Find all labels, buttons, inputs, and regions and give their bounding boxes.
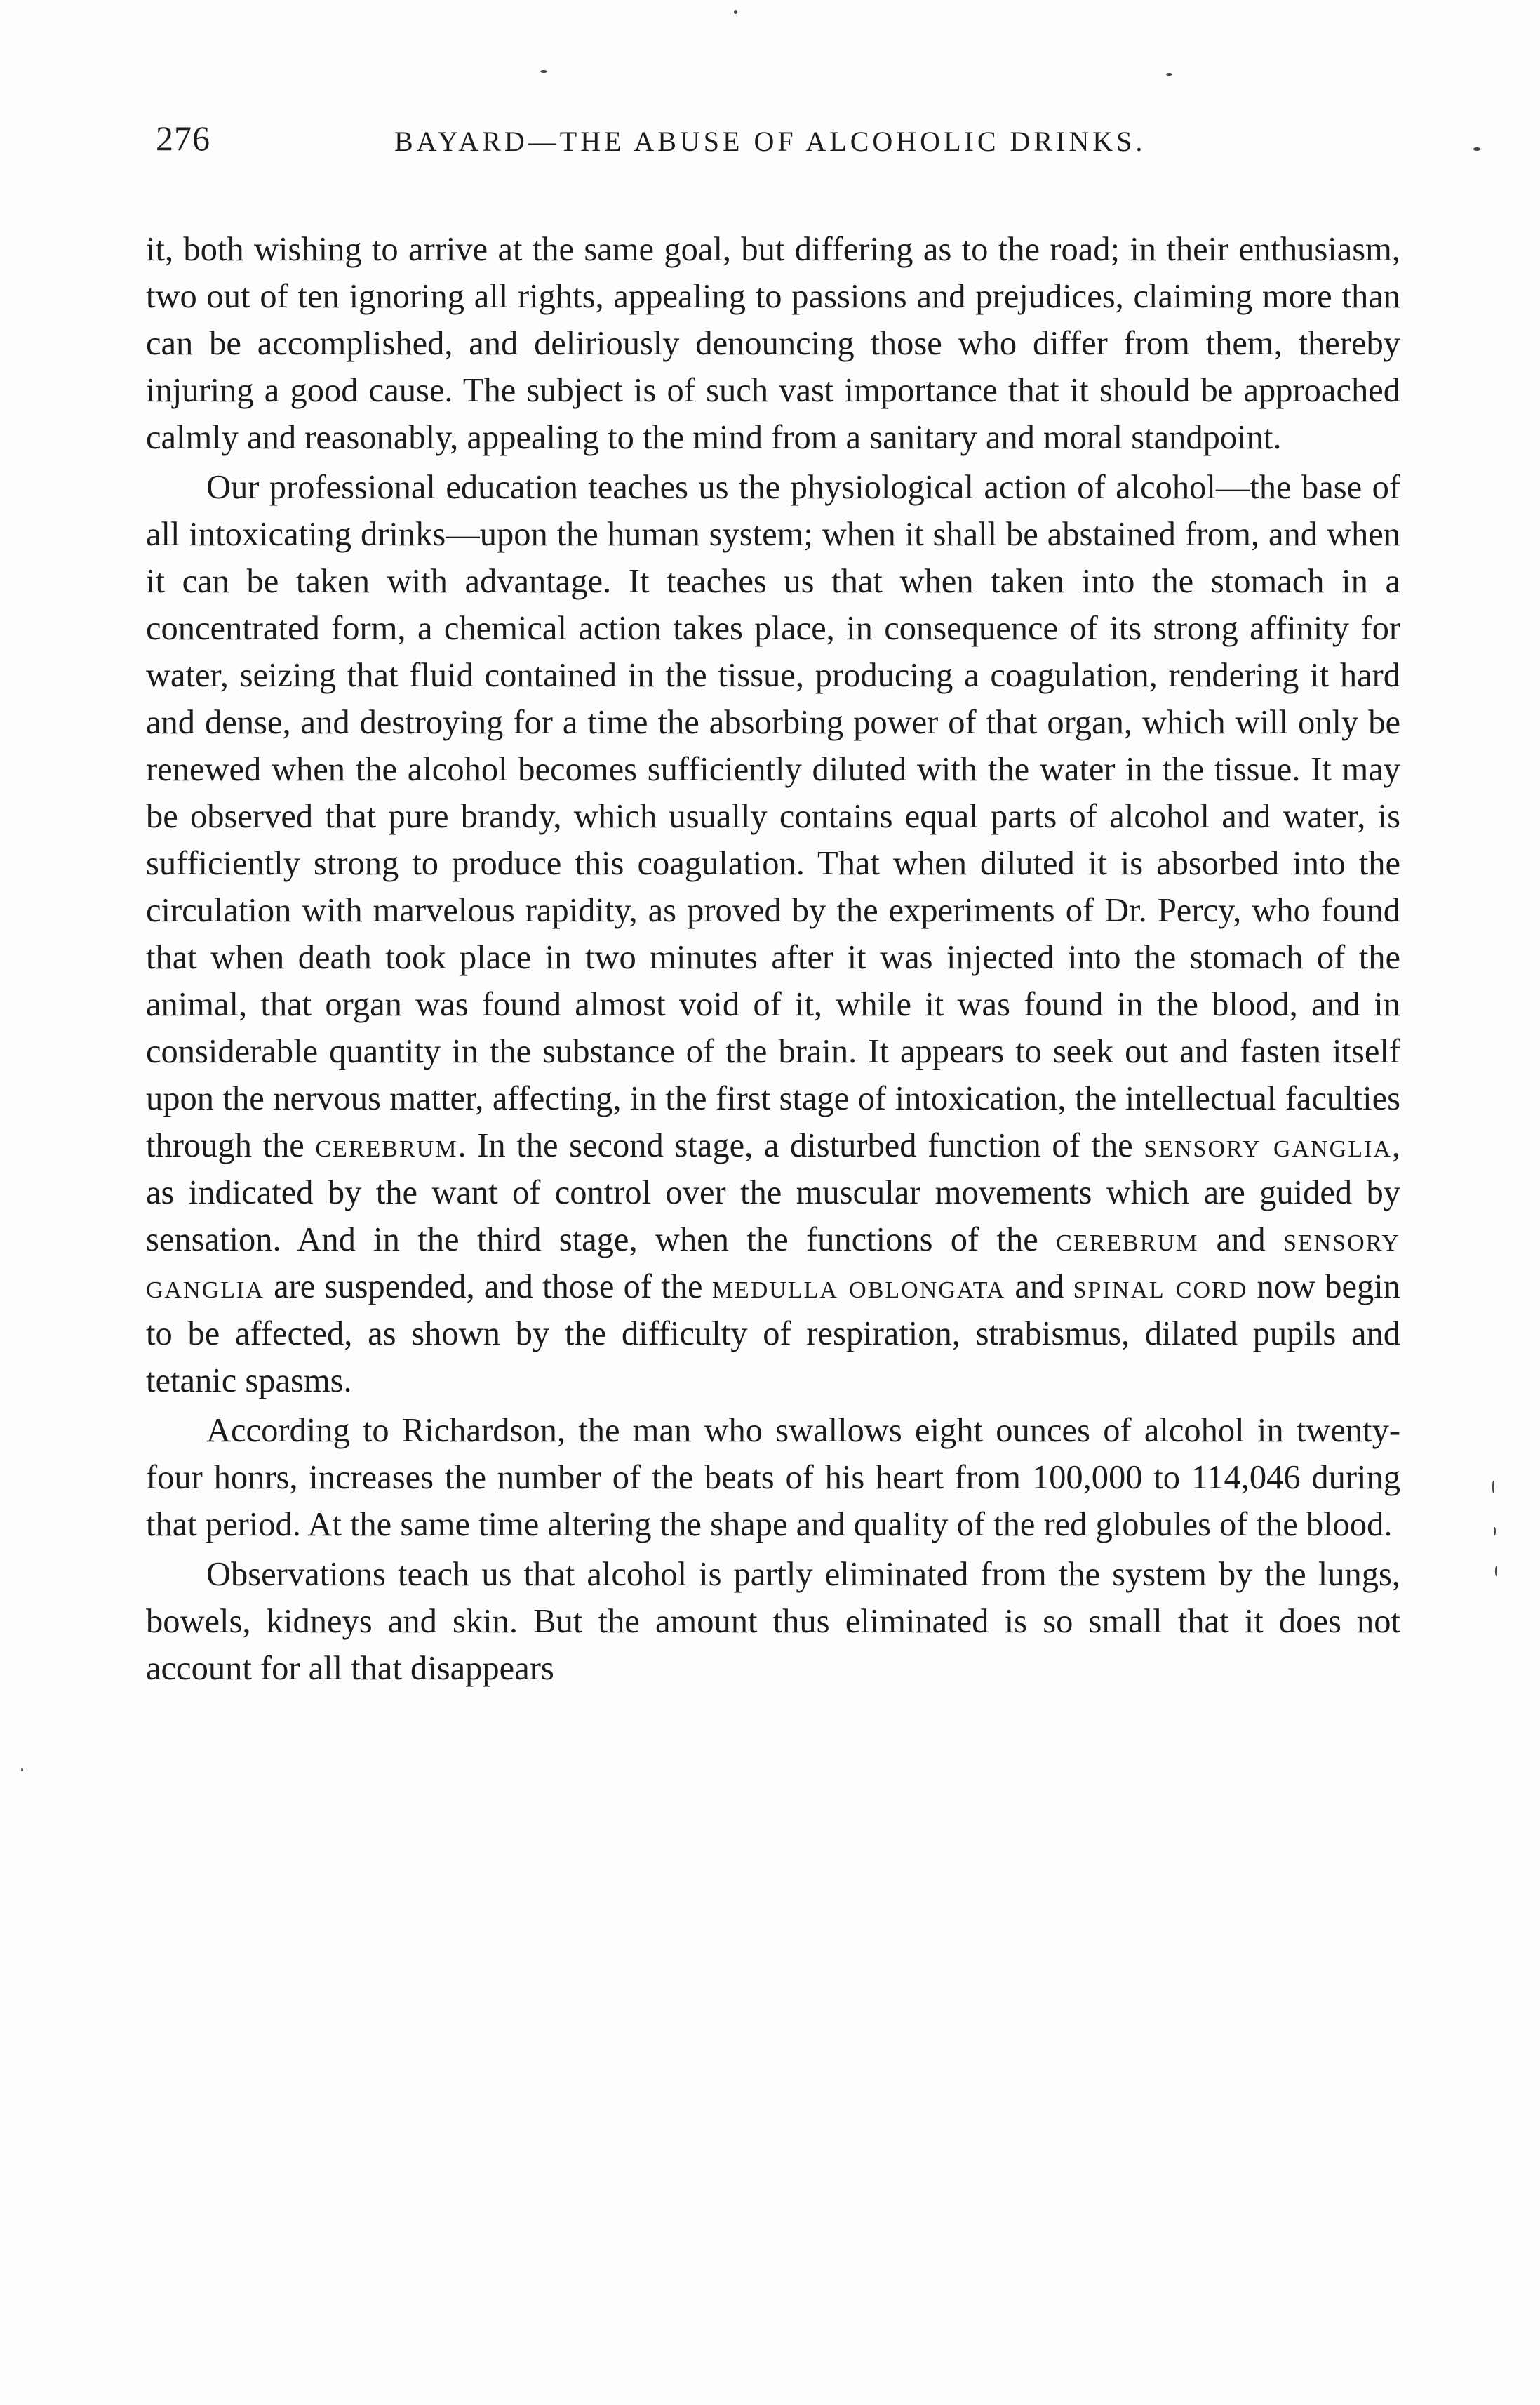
text-run: are suspended, and those of the: [264, 1268, 712, 1305]
body-text: [146, 226, 1400, 1695]
text-run: According to Richardson, the man who swallows eight ounces of alcohol in twenty-four honrs, increases the number of the beats of his heart from 100,000 to 114,046 during that period. At the same time altering the shape and quality of the red globules of the blood.: [146, 1412, 1400, 1543]
scan-speck: [734, 10, 737, 14]
small-caps-term: sensory ganglia: [1144, 1127, 1392, 1164]
text-run: and: [1198, 1221, 1283, 1258]
text-run: , as indicated by the want of control over the muscular movements which are guided by sensation. And in the third stage, when the functions of the: [146, 1127, 1400, 1258]
paragraph: [146, 1407, 1400, 1548]
scan-speck: [21, 1768, 23, 1771]
paragraph: [146, 1551, 1400, 1692]
page-number: 276: [156, 119, 210, 158]
text-run: Observations teach us that alcohol is partly eliminated from the system by the lungs, bowels, kidneys and skin. But the amount thus eliminated is so small that it does not account for all that disappears: [146, 1556, 1400, 1687]
scan-speck: [1166, 73, 1172, 76]
text-run: Our professional education teaches us the physiological action of alcohol—the base of all intoxicating drinks—upon the human system; when it shall be abstained from, and when it can be taken with advantage. It teaches us that when taken into the stomach in a concentrated form, a chemical action takes place, in consequence of its strong affinity for water, seizing that fluid contained in the tissue, producing a coagulation, rendering it hard and dense, and destroying for a time the absorbing power of that organ, which will only be renewed when the alcohol becomes sufficiently diluted with the water in the tissue. It may be observed that pure brandy, which usually contains equal parts of alcohol and water, is sufficiently strong to produce this coagulation. That when diluted it is absorbed into the circulation with marvelous rapidity, as proved by the experiments of Dr. Percy, who found that when death took place in two minutes after it was injected into the stomach of the animal, that organ was found almost void of it, while it was found in the blood, and in considerable quantity in the substance of the brain. It appears to seek out and fasten itself upon the nervous matter, affecting, in the first stage of intoxication, the intellectual faculties through the: [146, 469, 1400, 1164]
text-run: now begin to be affected, as shown by the difficulty of respiration, strabismus, dilated pupils and tetanic spasms.: [146, 1268, 1400, 1399]
text-run: and: [1005, 1268, 1073, 1305]
scan-speck: [1492, 1481, 1494, 1493]
small-caps-term: medulla oblongata: [711, 1268, 1006, 1305]
text-run: it, both wishing to arrive at the same goal, but differing as to the road; in their enthusiasm, two out of ten ignoring all rights, appealing to passions and prejudices, claiming more than can be accomplished, and deliriously denouncing those who differ from them, thereby injuring a good cause. The subject is of such vast importance that it should be approached calmly and reasonably, appealing to the mind from a sanitary and moral standpoint.: [146, 231, 1400, 456]
paragraph: [146, 226, 1400, 461]
small-caps-term: cerebrum: [1056, 1221, 1199, 1258]
small-caps-term: sensory ganglia: [146, 1221, 1400, 1305]
scan-speck: [540, 70, 547, 73]
scan-speck: [1494, 1527, 1496, 1535]
scan-speck: [1473, 147, 1480, 151]
page-header: [156, 118, 1412, 174]
paragraph: [146, 464, 1400, 1404]
running-title: BAYARD—THE ABUSE OF ALCOHOLIC DRINKS.: [394, 126, 1146, 157]
small-caps-term: cerebrum: [315, 1127, 458, 1164]
text-run: . In the second stage, a disturbed function of the: [457, 1127, 1144, 1164]
scan-speck: [1495, 1566, 1497, 1576]
small-caps-term: spinal cord: [1073, 1268, 1248, 1305]
